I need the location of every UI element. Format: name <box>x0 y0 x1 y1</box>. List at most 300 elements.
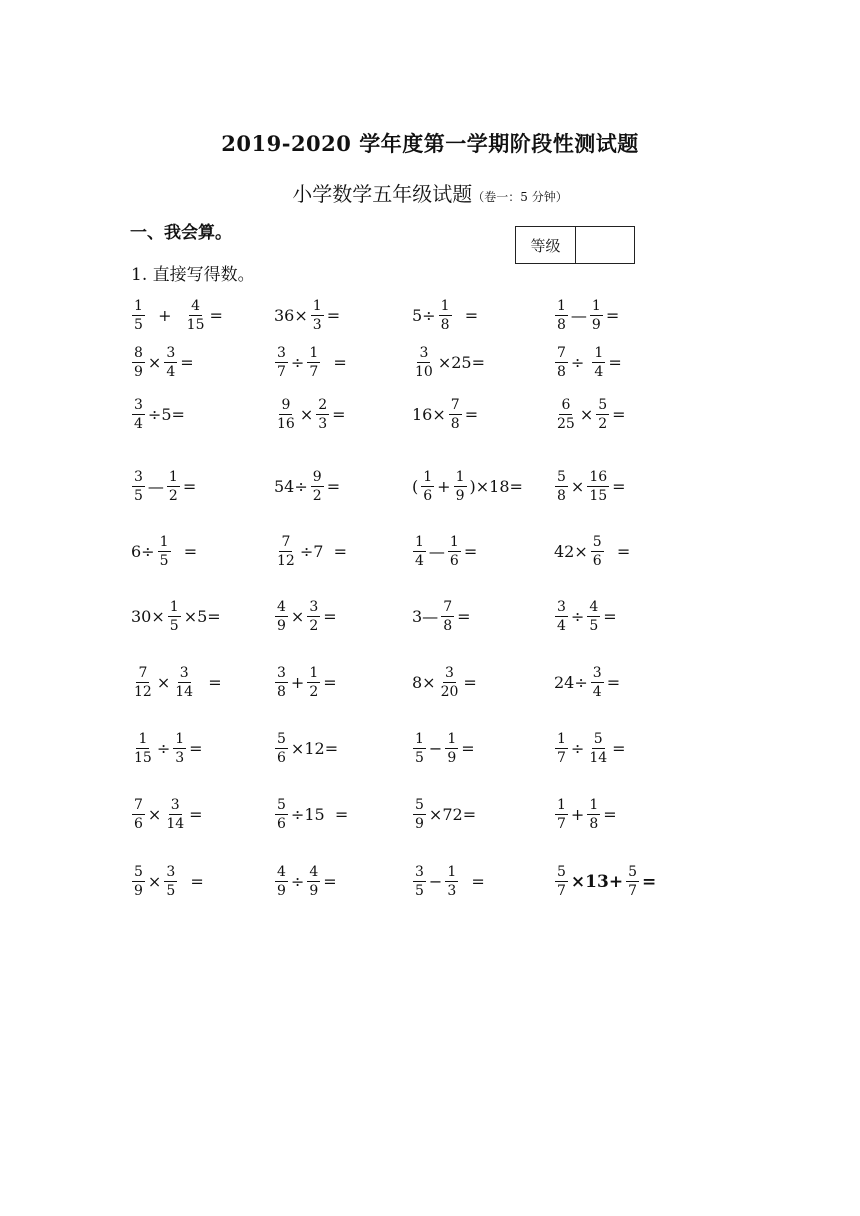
numerator: 1 <box>557 731 566 748</box>
denominator: 3 <box>318 416 328 432</box>
numerator: 1 <box>309 665 319 682</box>
denominator: 14 <box>175 684 194 700</box>
problem-7 <box>411 343 486 383</box>
denominator: 9 <box>134 364 143 380</box>
grade-value-field[interactable] <box>576 227 634 263</box>
denominator: 3 <box>175 750 185 766</box>
numerator: 3 <box>170 797 180 814</box>
operator-text: = <box>463 673 477 692</box>
operator-text: × <box>147 805 162 824</box>
fraction <box>555 798 568 831</box>
numerator: 1 <box>309 345 319 362</box>
problem-38 <box>273 862 338 902</box>
fraction <box>439 666 461 699</box>
operator-text: − <box>428 872 443 891</box>
operator-text: = <box>209 306 223 325</box>
numerator: 7 <box>138 665 148 682</box>
fraction <box>413 535 426 568</box>
fraction <box>421 470 434 503</box>
denominator: 9 <box>277 618 286 634</box>
numerator: 3 <box>134 469 143 486</box>
fraction <box>555 346 568 379</box>
numerator: 1 <box>591 298 601 315</box>
denominator: 4 <box>415 553 424 569</box>
denominator: 4 <box>592 684 602 700</box>
numerator: 7 <box>443 599 453 616</box>
operator-text: × <box>156 673 171 692</box>
numerator: 1 <box>312 298 322 315</box>
problem-31 <box>411 729 476 769</box>
denominator: 15 <box>134 750 152 766</box>
operator-text: = <box>173 542 198 561</box>
denominator: 5 <box>134 317 143 333</box>
denominator: 9 <box>277 883 286 899</box>
numerator: 1 <box>557 797 566 814</box>
fraction <box>441 600 454 633</box>
operator-text: ÷ <box>290 872 305 891</box>
operator-text: = <box>463 542 478 561</box>
denominator: 5 <box>415 750 424 766</box>
operator-text: × <box>147 872 162 891</box>
numerator: 3 <box>179 665 189 682</box>
fraction <box>132 666 154 699</box>
problem-11 <box>411 395 479 435</box>
problem-17 <box>130 532 198 572</box>
numerator: 3 <box>415 864 424 881</box>
numerator: 4 <box>191 298 201 315</box>
numerator: 1 <box>449 534 459 551</box>
operator-text: 6÷ <box>131 542 155 561</box>
denominator: 5 <box>169 618 179 634</box>
fraction <box>591 535 604 568</box>
denominator: 8 <box>589 816 599 832</box>
operator-text: 24÷ <box>554 673 588 692</box>
operator-text: + <box>290 673 305 692</box>
numerator: 3 <box>419 345 429 362</box>
fraction <box>164 865 177 898</box>
numerator: 1 <box>415 731 424 748</box>
denominator: 3 <box>312 317 322 333</box>
problem-20 <box>553 532 631 572</box>
numerator: 3 <box>445 665 454 682</box>
operator-text: × <box>147 353 162 372</box>
numerator: 4 <box>277 599 286 616</box>
numerator: 5 <box>557 469 566 486</box>
fraction <box>439 299 452 332</box>
numerator: 1 <box>447 864 457 881</box>
problem-35 <box>411 795 477 835</box>
fraction <box>307 865 320 898</box>
fraction <box>164 798 186 831</box>
operator-text: = <box>454 306 479 325</box>
page-title: 2019-2020 学年度第一学期阶段性测试题 <box>221 131 639 156</box>
numerator: 1 <box>159 534 169 551</box>
fraction <box>275 732 288 765</box>
denominator: 9 <box>591 317 601 333</box>
operator-text: 30× <box>131 607 165 626</box>
operator-text: 36× <box>274 306 308 325</box>
numerator: 1 <box>447 731 457 748</box>
operator-text: = <box>612 405 626 424</box>
denominator: 16 <box>277 416 295 432</box>
operator-text: = <box>603 607 617 626</box>
numerator: 8 <box>134 345 143 362</box>
operator-text: ÷ <box>570 607 585 626</box>
numerator: 1 <box>557 298 566 315</box>
operator-text: = <box>326 477 341 496</box>
problem-24 <box>553 597 618 637</box>
problem-12 <box>553 395 627 435</box>
problem-9 <box>130 395 186 435</box>
numerator: 1 <box>423 469 433 486</box>
problem-30 <box>273 729 339 769</box>
operator-text: = <box>323 872 337 891</box>
denominator: 6 <box>449 553 459 569</box>
denominator: 14 <box>166 816 185 832</box>
denominator: 8 <box>443 618 453 634</box>
denominator: 20 <box>440 684 459 700</box>
denominator: 4 <box>166 364 176 380</box>
fraction <box>626 865 639 898</box>
denominator: 15 <box>186 317 205 333</box>
numerator: 3 <box>134 397 143 414</box>
operator-text: 3— <box>412 607 439 626</box>
operator-text: = <box>642 871 657 892</box>
denominator: 5 <box>415 883 424 899</box>
numerator: 1 <box>134 298 143 315</box>
denominator: 4 <box>594 364 604 380</box>
numerator: 5 <box>134 864 143 881</box>
operator-text: — <box>570 306 587 325</box>
numerator: 1 <box>594 345 604 362</box>
denominator: 8 <box>450 416 460 432</box>
denominator: 9 <box>309 883 319 899</box>
numerator: 5 <box>557 864 566 881</box>
operator-text: = <box>189 805 203 824</box>
problem-19 <box>411 532 478 572</box>
fraction <box>132 299 145 332</box>
problem-23 <box>411 597 472 637</box>
numerator: 5 <box>415 797 424 814</box>
fraction <box>158 535 171 568</box>
denominator: 7 <box>557 816 566 832</box>
fraction <box>591 666 604 699</box>
denominator: 8 <box>440 317 450 333</box>
operator-text: ÷ <box>570 353 590 372</box>
problem-5 <box>130 343 195 383</box>
fraction <box>555 398 577 431</box>
problem-16 <box>553 467 627 507</box>
numerator: 1 <box>168 469 178 486</box>
operator-text: + <box>437 477 451 496</box>
operator-text: 54÷ <box>274 477 308 496</box>
subtitle-main: 小学数学五年级试题 <box>292 182 473 206</box>
grade-label: 等级 <box>516 227 576 263</box>
fraction <box>587 470 609 503</box>
operator-text: ÷ <box>290 353 305 372</box>
operator-text: = <box>182 477 197 496</box>
problem-25 <box>130 663 223 703</box>
operator-text: — <box>428 542 445 561</box>
grade-box <box>515 226 635 264</box>
denominator: 7 <box>309 364 319 380</box>
page-subtitle <box>0 178 860 207</box>
problem-10 <box>273 395 347 435</box>
numerator: 1 <box>415 534 424 551</box>
fraction <box>275 865 288 898</box>
operator-text: + <box>147 306 182 325</box>
denominator: 8 <box>277 684 286 700</box>
fraction <box>275 666 288 699</box>
numerator: 7 <box>450 397 460 414</box>
fraction <box>454 470 467 503</box>
operator-text: × <box>579 405 594 424</box>
fraction <box>590 299 603 332</box>
fraction <box>307 346 320 379</box>
operator-text: — <box>147 477 164 496</box>
fraction <box>164 346 177 379</box>
denominator: 5 <box>589 618 599 634</box>
denominator: 2 <box>312 488 322 504</box>
problem-29 <box>130 729 204 769</box>
fraction <box>185 299 207 332</box>
operator-text: × <box>290 607 305 626</box>
numerator: 5 <box>277 731 286 748</box>
operator-text: ÷7 = <box>299 542 347 561</box>
operator-text: ×72= <box>428 805 477 824</box>
numerator: 2 <box>318 397 328 414</box>
fraction <box>587 600 600 633</box>
problem-33 <box>130 795 204 835</box>
denominator: 9 <box>134 883 143 899</box>
numerator: 4 <box>277 864 286 881</box>
fraction <box>311 299 324 332</box>
operator-text: = <box>605 306 620 325</box>
numerator: 1 <box>175 731 185 748</box>
operator-text: )×18= <box>469 477 523 496</box>
numerator: 1 <box>589 797 599 814</box>
fraction <box>275 535 297 568</box>
operator-text: ×5= <box>183 607 221 626</box>
fraction <box>413 865 426 898</box>
fraction <box>173 732 186 765</box>
numerator: 1 <box>169 599 179 616</box>
fraction <box>445 732 458 765</box>
fraction <box>413 798 426 831</box>
numerator: 5 <box>277 797 286 814</box>
fraction <box>596 398 609 431</box>
fraction <box>587 732 609 765</box>
problem-28 <box>553 663 621 703</box>
numerator: 3 <box>309 599 319 616</box>
denominator: 2 <box>168 488 178 504</box>
problem-40 <box>553 862 657 902</box>
fraction <box>316 398 329 431</box>
numerator: 6 <box>561 397 571 414</box>
denominator: 6 <box>423 488 433 504</box>
fraction <box>311 470 324 503</box>
numerator: 3 <box>166 345 176 362</box>
operator-text: = <box>323 353 347 372</box>
numerator: 5 <box>628 864 637 881</box>
denominator: 5 <box>166 883 176 899</box>
operator-text: ÷15 = <box>290 805 349 824</box>
denominator: 7 <box>557 883 566 899</box>
numerator: 4 <box>309 864 319 881</box>
denominator: 12 <box>134 684 152 700</box>
numerator: 3 <box>277 665 286 682</box>
problem-36 <box>553 795 618 835</box>
fraction <box>173 666 195 699</box>
numerator: 5 <box>598 397 608 414</box>
operator-text: 5÷ <box>412 306 436 325</box>
denominator: 9 <box>415 816 424 832</box>
denominator: 12 <box>277 553 295 569</box>
numerator: 7 <box>557 345 566 362</box>
fraction <box>132 798 145 831</box>
instruction-text: 1. 直接写得数。 <box>131 265 255 285</box>
problem-32 <box>553 729 627 769</box>
numerator: 9 <box>312 469 322 486</box>
denominator: 14 <box>589 750 608 766</box>
fraction <box>132 398 145 431</box>
denominator: 9 <box>447 750 457 766</box>
fraction <box>132 470 145 503</box>
fraction <box>555 600 568 633</box>
fraction <box>555 299 568 332</box>
fraction <box>307 600 320 633</box>
numerator: 1 <box>440 298 450 315</box>
fraction <box>132 865 145 898</box>
fraction <box>448 535 461 568</box>
problem-14 <box>273 467 341 507</box>
denominator: 7 <box>557 750 566 766</box>
denominator: 3 <box>447 883 457 899</box>
operator-text: = <box>326 306 341 325</box>
denominator: 5 <box>134 488 143 504</box>
fraction <box>555 470 568 503</box>
denominator: 7 <box>628 883 637 899</box>
operator-text: ÷ <box>570 739 585 758</box>
problem-6 <box>273 343 348 383</box>
fraction <box>449 398 462 431</box>
problem-21 <box>130 597 222 637</box>
denominator: 8 <box>557 317 566 333</box>
numerator: 3 <box>277 345 286 362</box>
problem-37 <box>130 862 205 902</box>
operator-text: × <box>299 405 314 424</box>
numerator: 1 <box>138 731 148 748</box>
fraction <box>445 865 458 898</box>
operator-text: ×13+ <box>570 871 624 892</box>
operator-text: + <box>570 805 585 824</box>
numerator: 3 <box>557 599 566 616</box>
operator-text: = <box>606 673 621 692</box>
operator-text: ÷ <box>156 739 171 758</box>
operator-text: = <box>464 405 479 424</box>
operator-text: ×12= <box>290 739 339 758</box>
problem-27 <box>411 663 478 703</box>
denominator: 8 <box>557 488 566 504</box>
denominator: 4 <box>557 618 566 634</box>
fraction <box>132 732 154 765</box>
operator-text: = <box>457 607 471 626</box>
fraction <box>167 470 180 503</box>
denominator: 25 <box>557 416 575 432</box>
fraction <box>307 666 320 699</box>
problem-26 <box>273 663 338 703</box>
operator-text: = <box>323 673 337 692</box>
fraction <box>275 798 288 831</box>
operator-text: ÷5= <box>147 405 185 424</box>
fraction <box>413 732 426 765</box>
subtitle-note: （卷一：5 分钟） <box>472 190 568 204</box>
denominator: 6 <box>277 816 286 832</box>
fraction <box>555 865 568 898</box>
numerator: 7 <box>281 534 291 551</box>
fraction <box>587 798 600 831</box>
problem-39 <box>411 862 486 902</box>
operator-text: ×25= <box>437 353 485 372</box>
denominator: 2 <box>598 416 608 432</box>
denominator: 2 <box>309 684 319 700</box>
problem-8 <box>553 343 623 383</box>
operator-text: = <box>189 739 203 758</box>
denominator: 6 <box>592 553 602 569</box>
fraction <box>275 398 297 431</box>
operator-text: = <box>612 477 626 496</box>
numerator: 7 <box>134 797 143 814</box>
operator-text: 8× <box>412 673 436 692</box>
denominator: 5 <box>159 553 169 569</box>
denominator: 4 <box>134 416 143 432</box>
denominator: 6 <box>277 750 286 766</box>
denominator: 8 <box>557 364 566 380</box>
section-heading: 一、我会算。 <box>130 223 232 243</box>
problem-18 <box>273 532 348 572</box>
operator-text: = <box>603 805 617 824</box>
problem-13 <box>130 467 197 507</box>
fraction <box>168 600 181 633</box>
fraction <box>275 346 288 379</box>
operator-text: = <box>608 353 622 372</box>
operator-text: = <box>461 872 485 891</box>
operator-text: = <box>612 739 626 758</box>
fraction <box>555 732 568 765</box>
numerator: 16 <box>589 469 608 486</box>
fraction <box>592 346 605 379</box>
problem-15 <box>411 467 524 507</box>
fraction <box>132 346 145 379</box>
numerator: 1 <box>455 469 465 486</box>
problem-22 <box>273 597 338 637</box>
operator-text: = <box>180 872 204 891</box>
numerator: 3 <box>592 665 602 682</box>
denominator: 10 <box>415 364 433 380</box>
operator-text: = <box>606 542 631 561</box>
operator-text: = <box>198 673 222 692</box>
problem-2 <box>273 296 341 336</box>
operator-text: = <box>323 607 337 626</box>
numerator: 4 <box>589 599 599 616</box>
numerator: 5 <box>593 731 603 748</box>
operator-text: ( <box>412 477 419 496</box>
numerator: 9 <box>281 397 291 414</box>
operator-text: 16× <box>412 405 446 424</box>
denominator: 7 <box>277 364 286 380</box>
denominator: 9 <box>455 488 465 504</box>
operator-text: 42× <box>554 542 588 561</box>
